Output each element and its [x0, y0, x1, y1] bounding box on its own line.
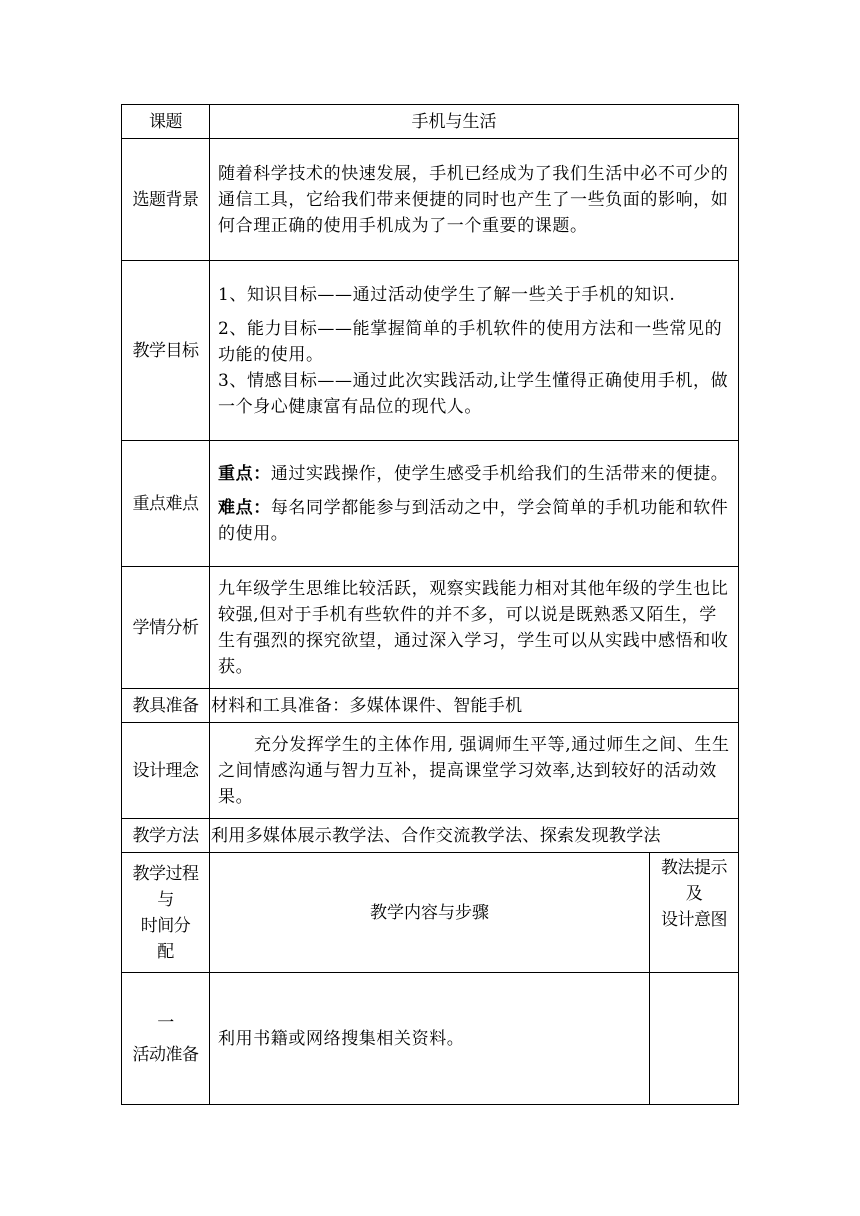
intent-header-line: 及	[685, 884, 703, 904]
background-text: 随着科学技术的快速发展，手机已经成为了我们生活中必不可少的通信工具，它给我们带来便捷的同时也产生了一些负面的影响，如何合理正确的使用手机成为了一个重要的课题。	[210, 139, 739, 261]
process-header-line: 时间分	[140, 915, 191, 936]
method-label: 教学方法	[122, 819, 210, 853]
row-analysis	[122, 567, 739, 689]
step-1-name: 活动准备	[132, 1044, 199, 1065]
design-intent-header	[650, 853, 739, 973]
topic-label: 课题	[122, 105, 210, 139]
objective-knowledge: 1、知识目标——通过活动使学生了解一些关于手机的知识.	[218, 284, 676, 305]
key-point-label: 重点：	[218, 463, 271, 484]
concept-text: 充分发挥学生的主体作用, 强调师生平等,通过师生之间、生生之间情感沟通与智力互补，提高课堂学习效率,达到较好的活动效果。	[210, 723, 739, 819]
row-objectives	[122, 261, 739, 441]
lesson-plan-table	[121, 104, 739, 1105]
objectives-list	[210, 261, 739, 441]
key-points-content	[210, 441, 739, 567]
row-key-points	[122, 441, 739, 567]
background-label: 选题背景	[122, 139, 210, 261]
analysis-label: 学情分析	[122, 567, 210, 689]
process-header-line: 配	[157, 941, 174, 962]
method-text: 利用多媒体展示教学法、合作交流教学法、探索发现教学法	[210, 819, 739, 853]
step-1-label	[122, 973, 210, 1105]
objective-ability: 2、能力目标——能掌握简单的手机软件的使用方法和一些常见的功能的使用。	[218, 318, 723, 365]
topic-value: 手机与生活	[210, 105, 739, 139]
content-steps-header: 教学内容与步骤	[210, 853, 650, 973]
process-time-header	[122, 853, 210, 973]
process-header-line: 教学过程	[132, 863, 199, 884]
step-1-note	[650, 973, 739, 1105]
step-1-content: 利用书籍或网络搜集相关资料。	[210, 973, 650, 1105]
difficulty-point	[218, 495, 730, 547]
row-tools	[122, 689, 739, 723]
intent-header-line: 设计意图	[661, 910, 727, 930]
row-topic	[122, 105, 739, 139]
objective-emotion: 3、情感目标——通过此次实践活动,让学生懂得正确使用手机，做一个身心健康富有品位的现代人。	[218, 370, 729, 417]
analysis-text: 九年级学生思维比较活跃，观察实践能力相对其他年级的学生也比较强,但对于手机有些软件的并不多，可以说是既熟悉又陌生，学生有强烈的探究欲望，通过深入学习，学生可以从实践中感悟和收获。	[210, 567, 739, 689]
row-process-header	[122, 853, 739, 973]
row-background	[122, 139, 739, 261]
intent-header-line: 教法提示	[661, 858, 727, 878]
concept-label: 设计理念	[122, 723, 210, 819]
tools-text: 材料和工具准备：多媒体课件、智能手机	[210, 689, 739, 723]
row-concept	[122, 723, 739, 819]
key-point-text: 通过实践操作，使学生感受手机给我们的生活带来的便捷。	[270, 463, 729, 484]
difficulty-text: 每名同学都能参与到活动之中，学会简单的手机功能和软件的使用。	[218, 497, 729, 544]
tools-label: 教具准备	[122, 689, 210, 723]
objectives-label: 教学目标	[122, 261, 210, 441]
difficulty-label: 难点：	[218, 497, 271, 518]
row-method	[122, 819, 739, 853]
step-1-number: 一	[157, 1012, 174, 1033]
process-header-line: 与	[157, 889, 174, 910]
key-points-label: 重点难点	[122, 441, 210, 567]
row-step-1	[122, 973, 739, 1105]
key-point	[218, 461, 730, 487]
